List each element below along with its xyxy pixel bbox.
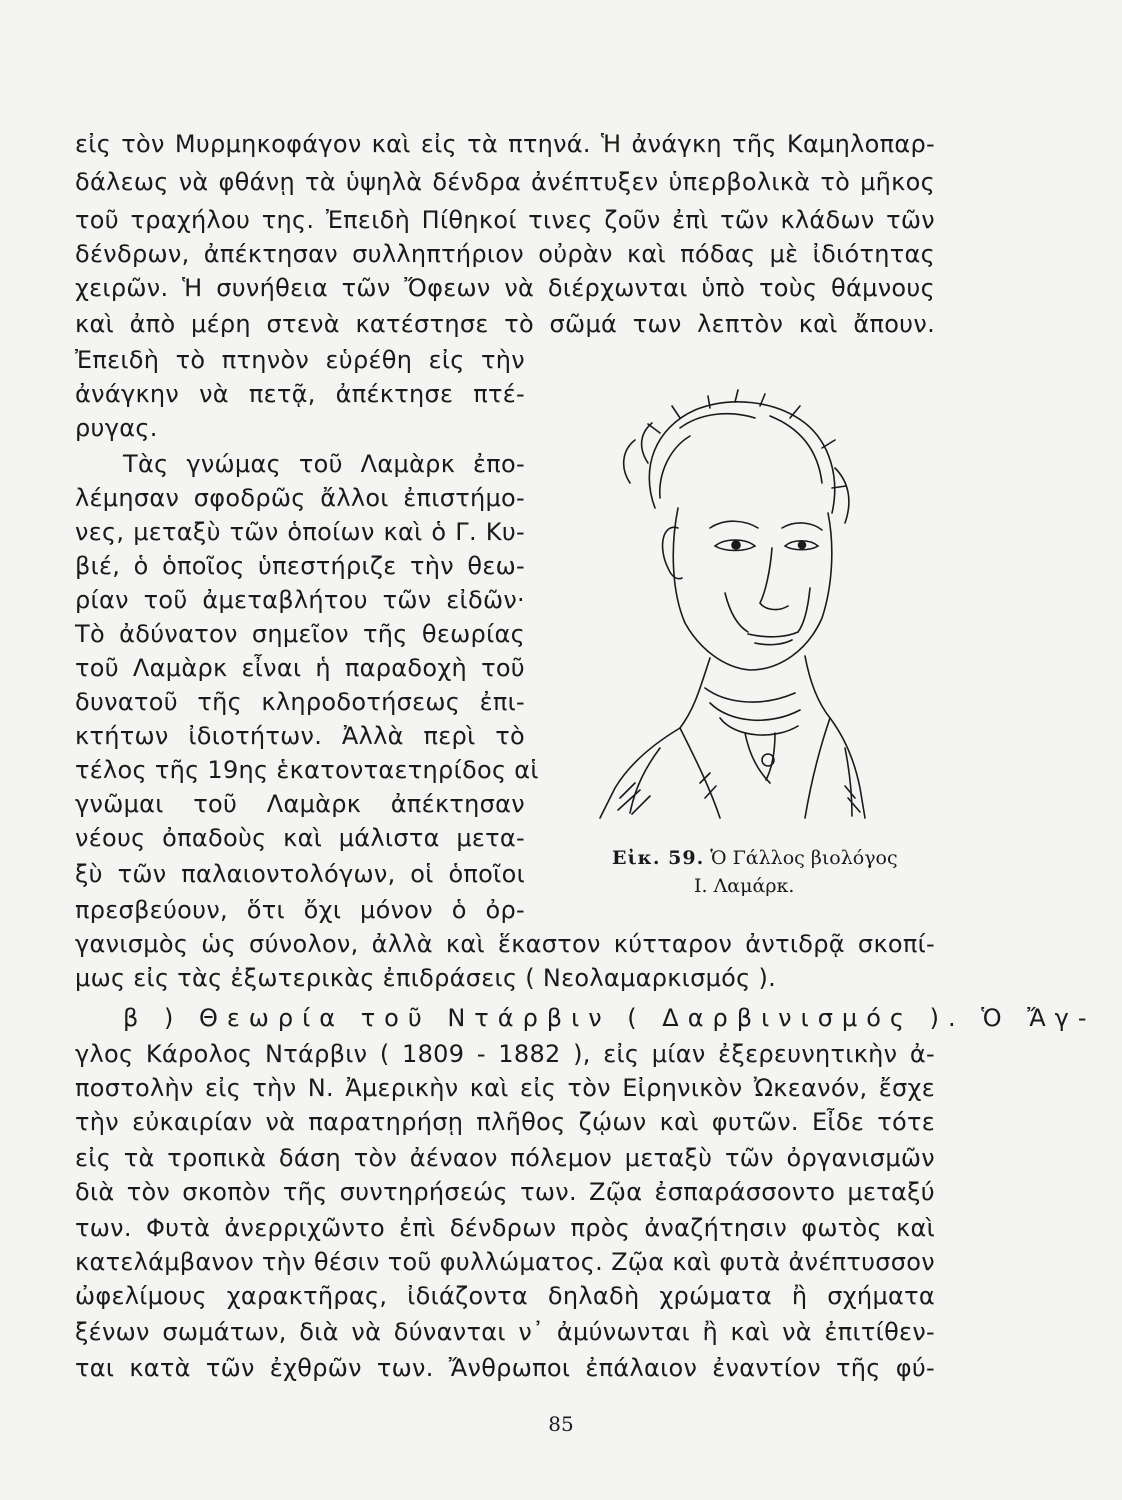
text-line: γνῶμαι τοῦ Λαμὰρκ ἀπέκτησαν [75, 790, 525, 818]
text-line: Τὸ ἀδύνατον σημεῖον τῆς θεωρίας [75, 620, 525, 648]
page-number: 85 [548, 1412, 574, 1436]
text-line: τέλος τῆς 19ης ἑκατονταετηρίδος αἱ [75, 756, 539, 784]
caption-line-2: Ι. Λαμάρκ. [694, 875, 795, 897]
figure-caption [612, 844, 942, 900]
text-line: ὠφελίμους χαρακτῆρας, ἰδιάζοντα δηλαδὴ χρώματα ἢ σχήματα [75, 1282, 935, 1310]
text-line: χειρῶν. Ἡ συνήθεια τῶν Ὄφεων νὰ διέρχωνται ὑπὸ τοὺς θάμνους [75, 274, 935, 302]
text-line: καὶ ἀπὸ μέρη στενὰ κατέστησε τὸ σῶμά των λεπτὸν καὶ ἄπουν. [75, 310, 935, 338]
text-line: βιέ, ὁ ὁποῖος ὑπεστήριζε τὴν θεω- [75, 552, 525, 580]
text-line: ρίαν τοῦ ἀμεταβλήτου τῶν εἰδῶν· [75, 586, 525, 614]
caption-text: Ὁ Γάλλος βιολόγος [710, 847, 898, 869]
text-line: Τὰς γνώμας τοῦ Λαμὰρκ ἐπο- [123, 450, 525, 478]
text-line: ποστολὴν εἰς τὴν Ν. Ἀμερικὴν καὶ εἰς τὸν Εἰρηνικὸν Ὠκεανόν, ἔσχε [75, 1074, 935, 1102]
text-line: κατελάμβανον τὴν θέσιν τοῦ φυλλώματος. Ζῷα καὶ φυτὰ ἀνέπτυσσον [75, 1248, 935, 1276]
text-line: νέους ὀπαδοὺς καὶ μάλιστα μετα- [75, 824, 525, 852]
text-line: εἰς τὰ τροπικὰ δάση τὸν ἀέναον πόλεμον μεταξὺ τῶν ὀργανισμῶν [75, 1144, 935, 1172]
text-line: λέμησαν σφοδρῶς ἄλλοι ἐπιστήμο- [75, 484, 525, 512]
text-line: μως εἰς τὰς ἐξωτερικὰς ἐπιδράσεις ( Νεολαμαρκισμός ). [75, 964, 777, 992]
caption-number: Εἰκ. 59. [612, 847, 705, 869]
text-line: νες, μεταξὺ τῶν ὁποίων καὶ ὁ Γ. Κυ- [75, 518, 525, 546]
text-line: ρυγας. [75, 414, 158, 442]
text-line: τοῦ Λαμὰρκ εἶναι ἡ παραδοχὴ τοῦ [75, 654, 525, 682]
text-line: τὴν εὐκαιρίαν νὰ παρατηρήσῃ πλῆθος ζῴων καὶ φυτῶν. Εἶδε τότε [75, 1108, 935, 1136]
text-line: κτήτων ἰδιοτήτων. Ἀλλὰ περὶ τὸ [75, 722, 525, 750]
section-heading-line: β ) Θεωρία τοῦ Ντάρβιν ( Δαρβινισμός ). Ὁ Ἄγ- [123, 1004, 1096, 1032]
text-line: ξένων σωμάτων, διὰ νὰ δύνανται ν᾽ ἀμύνωνται ἢ καὶ νὰ ἐπιτίθεν- [75, 1318, 935, 1346]
text-line: δάλεως νὰ φθάνῃ τὰ ὑψηλὰ δένδρα ἀνέπτυξεν ὑπερβολικὰ τὸ μῆκος [75, 168, 935, 196]
lamarck-portrait [560, 388, 885, 820]
text-line: δυνατοῦ τῆς κληροδοτήσεως ἐπι- [75, 688, 525, 716]
text-line: πρεσβεύουν, ὅτι ὄχι μόνον ὁ ὀρ- [75, 896, 525, 924]
text-line: Ἐπειδὴ τὸ πτηνὸν εὑρέθη εἰς τὴν [75, 346, 525, 374]
text-line: εἰς τὸν Μυρμηκοφάγον καὶ εἰς τὰ πτηνά. Ἡ ἀνάγκη τῆς Καμηλοπαρ- [75, 130, 935, 158]
text-line: διὰ τὸν σκοπὸν τῆς συντηρήσεώς των. Ζῷα ἐσπαράσσοντο μεταξύ [75, 1178, 935, 1206]
text-line: τοῦ τραχήλου της. Ἐπειδὴ Πίθηκοί τινες ζοῦν ἐπὶ τῶν κλάδων τῶν [75, 206, 935, 234]
text-line: δένδρων, ἀπέκτησαν συλληπτήριον οὐρὰν καὶ πόδας μὲ ἰδιότητας [75, 240, 935, 268]
text-line: γανισμὸς ὡς σύνολον, ἀλλὰ καὶ ἕκαστον κύτταρον ἀντιδρᾷ σκοπί- [75, 930, 935, 958]
text-line: ξὺ τῶν παλαιοντολόγων, οἱ ὁποῖοι [75, 860, 525, 888]
text-line: των. Φυτὰ ἀνερριχῶντο ἐπὶ δένδρων πρὸς ἀναζήτησιν φωτὸς καὶ [75, 1214, 935, 1242]
text-line: ἀνάγκην νὰ πετᾷ, ἀπέκτησε πτέ- [75, 380, 525, 408]
text-line: γλος Κάρολος Ντάρβιν ( 1809 - 1882 ), εἰς μίαν ἐξερευνητικὴν ἀ- [75, 1040, 935, 1068]
text-line: ται κατὰ τῶν ἐχθρῶν των. Ἄνθρωποι ἐπάλαιον ἐναντίον τῆς φύ- [75, 1354, 935, 1382]
